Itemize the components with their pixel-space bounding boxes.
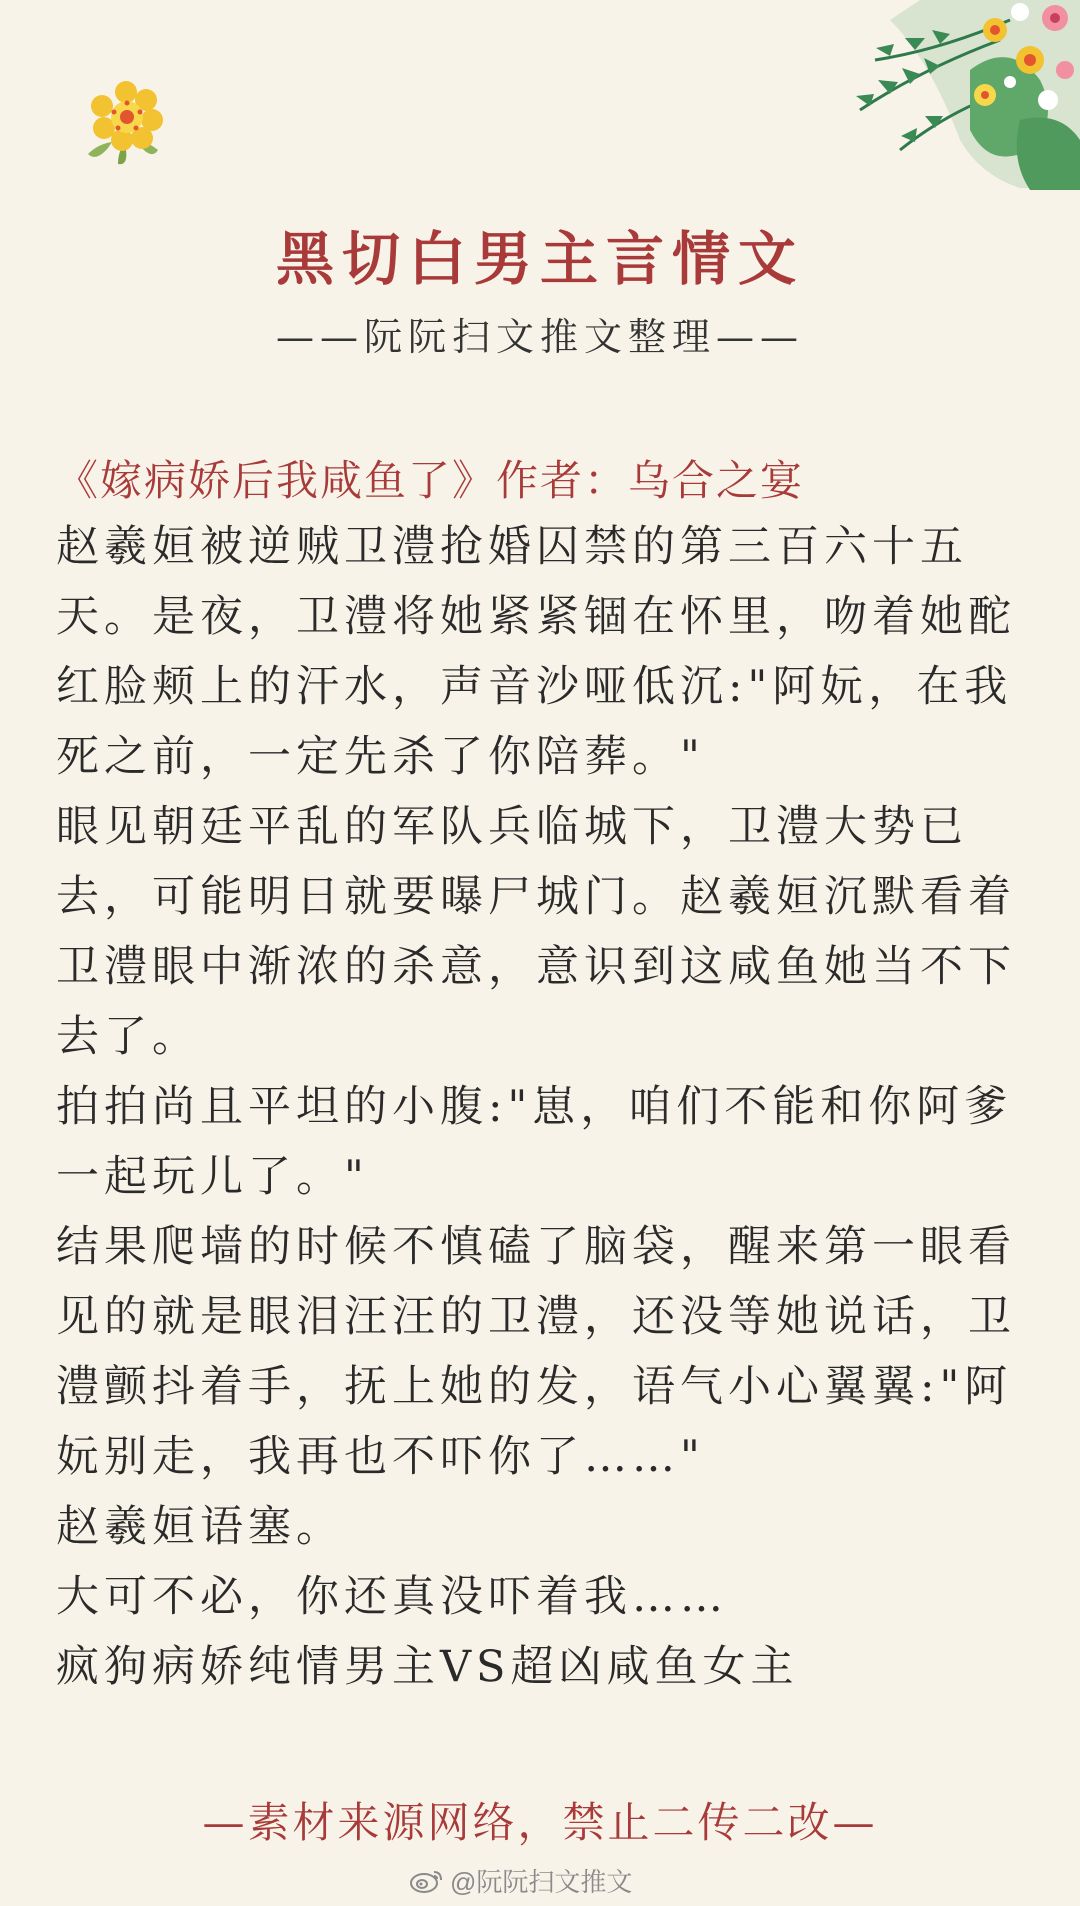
- sun-flower-icon: [78, 70, 174, 166]
- weibo-icon: [410, 1868, 444, 1894]
- paragraph: 赵羲姮被逆贼卫澧抢婚囚禁的第三百六十五天。是夜，卫澧将她紧紧锢在怀里，吻着她酡红脸颊上的汗水，声音沙哑低沉:"阿妧，在我死之前，一定先杀了你陪葬。": [56, 522, 1016, 782]
- paragraph: 大可不必，你还真没吓着我……: [56, 1572, 728, 1622]
- floral-corner-decoration: [780, 0, 1080, 190]
- synopsis: [56, 512, 1026, 1702]
- paragraph: 赵羲姮语塞。: [56, 1502, 344, 1552]
- paragraph: 拍拍尚且平坦的小腹:"崽，咱们不能和你阿爹一起玩儿了。": [56, 1082, 1013, 1202]
- page-title: 黑切白男主言情文: [275, 225, 804, 293]
- paragraph: 眼见朝廷平乱的军队兵临城下，卫澧大势已去，可能明日就要曝尸城门。赵羲姮沉默看着卫澧眼中渐浓的杀意，意识到这咸鱼她当不下去了。: [56, 802, 1016, 1062]
- watermark-text: @阮阮扫文推文: [450, 1867, 633, 1897]
- watermark: [410, 1862, 632, 1899]
- book-title-line: 《嫁病娇后我咸鱼了》作者：乌合之宴: [56, 456, 805, 505]
- paragraph: 结果爬墙的时候不慎磕了脑袋，醒来第一眼看见的就是眼泪汪汪的卫澧，还没等她说话，卫澧颤抖着手，抚上她的发，语气小心翼翼:"阿妧别走，我再也不吓你了……": [56, 1222, 1016, 1482]
- footer-note: —素材来源网络，禁止二传二改—: [202, 1798, 878, 1847]
- paragraph: 疯狗病娇纯情男主VS超凶咸鱼女主: [56, 1642, 799, 1692]
- page-subtitle: ——阮阮扫文推文整理——: [275, 315, 804, 359]
